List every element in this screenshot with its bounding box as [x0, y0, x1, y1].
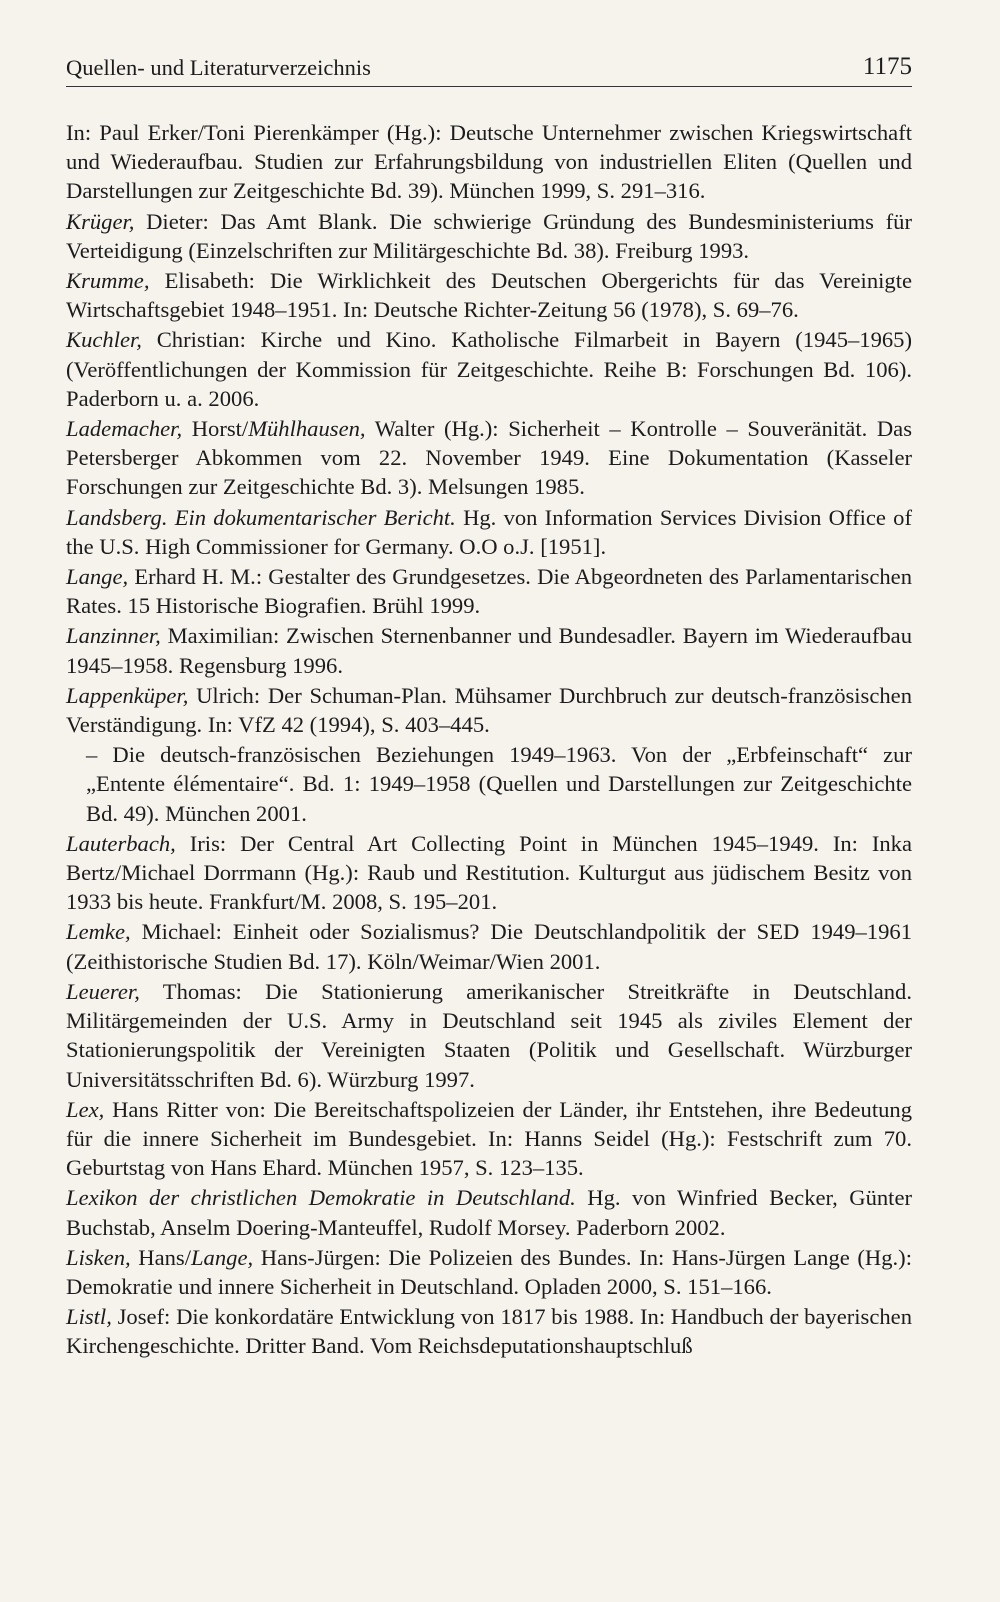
running-header	[66, 52, 912, 87]
entry-author: Lemke,	[66, 919, 131, 945]
bibliography-entry	[66, 621, 912, 679]
page-number: 1175	[862, 53, 912, 80]
bibliography-entry	[66, 740, 912, 828]
bibliography-entry	[66, 414, 912, 502]
entry-text: Hans-Jürgen: Die Polizeien des Bundes. In: Hans-Jürgen Lange (Hg.): Demokratie und innere Sicherheit in Deutschland. Opladen 2000, S. 151–166.	[66, 1244, 912, 1299]
entry-author: Lauterbach,	[66, 830, 176, 856]
bibliography-entry	[66, 207, 912, 265]
entry-text: Walter (Hg.): Sicherheit – Kontrolle – Souveränität. Das Petersberger Abkommen vom 22. November 1949. Eine Dokumentation (Kasseler Forschungen zur Zeitgeschichte Bd. 3). Melsungen 1985.	[66, 416, 912, 500]
bibliography-list	[66, 118, 912, 1362]
entry-author: Krumme,	[66, 268, 150, 294]
entry-author: Lange,	[190, 1244, 254, 1270]
bibliography-entry	[66, 917, 912, 975]
entry-author: Lademacher,	[66, 416, 183, 442]
bibliography-entry	[66, 503, 912, 561]
bibliography-entry	[66, 1095, 912, 1183]
entry-text: Josef: Die konkordatäre Entwicklung von 1817 bis 1988. In: Handbuch der bayerischen Kirchengeschichte. Dritter Band. Vom Reichsdeputationshauptschluß	[66, 1304, 912, 1359]
entry-author: Lisken,	[66, 1244, 131, 1270]
entry-text: Hg. von Information Services Division Office of the U.S. High Commissioner for Germany. O.O o.J. [1951].	[66, 504, 913, 559]
entry-text: Ulrich: Der Schuman-Plan. Mühsamer Durchbruch zur deutsch-französischen Verständigung. In: VfZ 42 (1994), S. 403–445.	[66, 682, 912, 738]
entry-text: Iris: Der Central Art Collecting Point in München 1945–1949. In: Inka Bertz/Michael Dorrmann (Hg.): Raub und Restitution. Kulturgut aus jüdischem Besitz von 1933 bis heute. Frankfurt/M. 2008, S. 195–201.	[66, 830, 912, 915]
bibliography-entry	[66, 562, 912, 620]
entry-text: Hans/	[130, 1244, 191, 1270]
entry-text: Maximilian: Zwischen Sternenbanner und Bundesadler. Bayern im Wiederaufbau 1945–1958. Regensburg 1996.	[66, 623, 912, 678]
entry-text: Christian: Kirche und Kino. Katholische Filmarbeit in Bayern (1945–1965) (Veröffentlichungen der Kommission für Zeitgeschichte. Reihe B: Forschungen Bd. 106). Paderborn u. a. 2006.	[66, 327, 912, 411]
bibliography-entry	[66, 118, 912, 206]
bibliography-entry	[66, 1183, 912, 1241]
entry-author: Landsberg. Ein dokumentarischer Bericht.	[66, 504, 456, 530]
entry-text: Hans Ritter von: Die Bereitschaftspolizeien der Länder, ihr Entstehen, ihre Bedeutung für die innere Sicherheit im Bundesgebiet. In: Hanns Seidel (Hg.): Festschrift zum 70. Geburtstag von Hans Ehard. München 1957, S. 123–135.	[66, 1096, 912, 1181]
entry-author: Lexikon der christlichen Demokratie in Deutschland.	[66, 1185, 576, 1211]
entry-text: Elisabeth: Die Wirklichkeit des Deutschen Obergerichts für das Vereinigte Wirtschaftsgebiet 1948–1951. In: Deutsche Richter-Zeitung 56 (1978), S. 69–76.	[66, 268, 912, 323]
entry-author: Kuchler,	[66, 327, 142, 353]
bibliography-entry	[66, 1243, 912, 1301]
entry-author: Lanzinner,	[66, 623, 161, 649]
entry-text: Thomas: Die Stationierung amerikanischer Streitkräfte in Deutschland. Militärgemeinden der U.S. Army in Deutschland seit 1945 als ziviles Element der Stationierungspolitik der Vereinigten Staaten (Politik und Gesellschaft. Würzburger Universitätsschriften Bd. 6). Würzburg 1997.	[66, 978, 912, 1092]
entry-text: Horst/	[182, 416, 249, 442]
entry-text: In: Paul Erker/Toni Pierenkämper (Hg.): Deutsche Unternehmer zwischen Kriegswirtschaft und Wiederaufbau. Studien zur Erfahrungsbildung von industriellen Eliten (Quellen und Darstellungen zur Zeitgeschichte Bd. 39). München 1999, S. 291–316.	[66, 120, 912, 204]
bibliography-entry	[66, 829, 912, 917]
entry-text: Hg. von Winfried Becker, Günter Buchstab, Anselm Doering-Manteuffel, Rudolf Morsey. Paderborn 2002.	[66, 1185, 913, 1240]
bibliography-entry	[66, 266, 912, 324]
entry-author: Leuerer,	[66, 978, 140, 1004]
bibliography-entry	[66, 325, 912, 413]
bibliography-entry	[66, 681, 912, 739]
entry-text: – Die deutsch-französischen Beziehungen 1949–1963. Von der „Erbfeinschaft“ zur „Entente élémentaire“. Bd. 1: 1949–1958 (Quellen und Darstellungen zur Zeitgeschichte Bd. 49). München 2001.	[86, 742, 912, 826]
entry-author: Lex,	[66, 1096, 105, 1122]
entry-author: Lange,	[66, 564, 129, 590]
entry-author: Listl,	[66, 1304, 112, 1330]
entry-text: Erhard H. M.: Gestalter des Grundgesetzes. Die Abgeordneten des Parlamentarischen Rates. 15 Historische Biografien. Brühl 1999.	[66, 564, 912, 619]
entry-author: Lappenküper,	[66, 682, 189, 708]
bibliography-entry	[66, 977, 912, 1094]
entry-text: Michael: Einheit oder Sozialismus? Die Deutschlandpolitik der SED 1949–1961 (Zeithistorische Studien Bd. 17). Köln/Weimar/Wien 2001.	[66, 919, 912, 974]
bibliography-entry	[66, 1302, 912, 1360]
section-title: Quellen- und Literaturverzeichnis	[66, 55, 371, 80]
entry-text: Dieter: Das Amt Blank. Die schwierige Gründung des Bundesministeriums für Verteidigung (Einzelschriften zur Militärgeschichte Bd. 38). Freiburg 1993.	[66, 208, 912, 263]
entry-author: Mühlhausen,	[248, 416, 366, 442]
entry-author: Krüger,	[66, 208, 135, 234]
